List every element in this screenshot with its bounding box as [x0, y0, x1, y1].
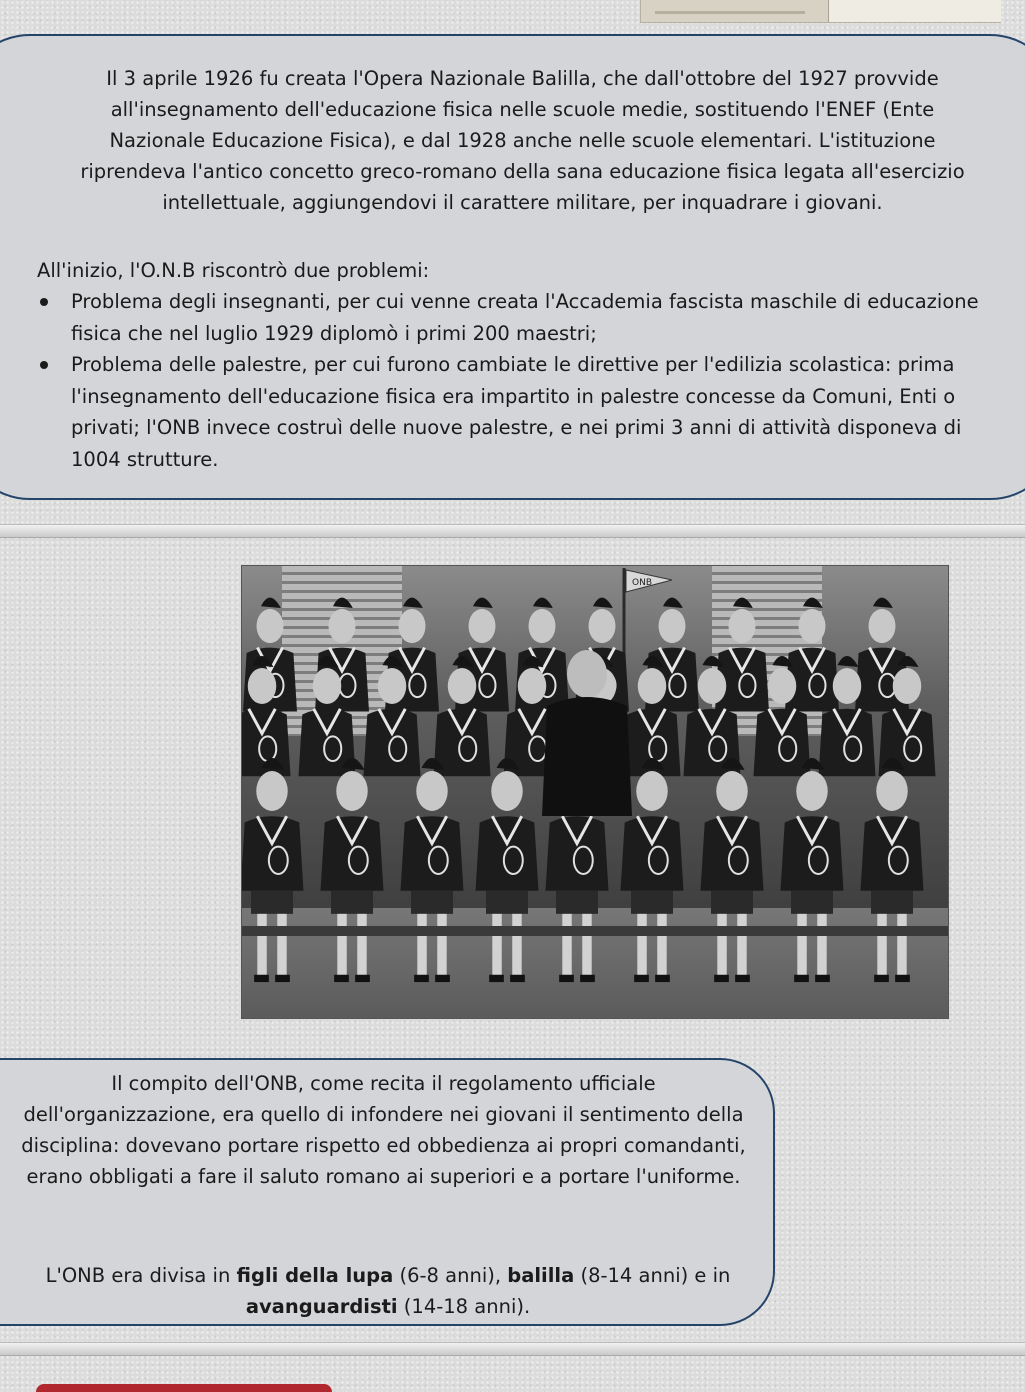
group-figli-della-lupa: figli della lupa	[236, 1264, 394, 1287]
child-figure	[401, 758, 464, 982]
problem-teachers: Problema degli insegnanti, per cui venne creata l'Accademia fascista maschile di educazione fisica che nel luglio 1929 diplomò i primi 200 maestri;	[71, 290, 979, 345]
bullet-icon	[40, 361, 48, 369]
previous-page-clipping	[640, 0, 1001, 23]
child-figure	[781, 758, 844, 982]
child-figure	[861, 758, 924, 982]
historic-group-photo	[242, 566, 948, 1018]
photo-figures	[242, 566, 948, 1018]
problems-lead: All'inizio, l'O.N.B riscontrò due problemi:	[37, 259, 430, 282]
clipping-text-line	[655, 11, 805, 14]
clipping-paper-edge	[828, 0, 1001, 22]
child-figure	[321, 758, 384, 982]
section-divider	[0, 1342, 1025, 1356]
child-figure	[701, 758, 764, 982]
child-figure	[242, 758, 304, 982]
problems-list	[37, 286, 997, 475]
intro-paragraph: Il 3 aprile 1926 fu creata l'Opera Nazionale Balilla, che dall'ottobre del 1927 provvide all'insegnamento dell'educazione fisica nelle scuole medie, sostituendo l'ENEF (Ente Nazionale Educazione Fisica), e dal 1928 anche nelle scuole elementari. L'istituzione riprendeva l'antico concetto greco-romano della sana educazione fisica legata all'esercizio intellettuale, aggiungendovi il carattere militare, per inquadrare i giovani.	[80, 67, 965, 214]
divisa-paragraph: L'ONB era divisa in figli della lupa (6-8 anni), balilla (8-14 anni) e in avanguardisti (14-18 anni).	[45, 1264, 731, 1318]
group-avanguardisti: avanguardisti	[245, 1295, 398, 1318]
child-figure	[476, 758, 539, 982]
list-item	[37, 349, 997, 475]
problem-gyms: Problema delle palestre, per cui furono cambiate le direttive per l'edilizia scolastica: prima l'insegnamento dell'educazione fisica era impartito in palestre concesse da Comuni, Enti o privati; l'ONB invece costruì delle nuove palestre, e nei primi 3 anni di attività disponeva di 1004 strutture.	[71, 353, 962, 471]
list-item	[37, 286, 997, 349]
pennant-label: ONB	[632, 578, 652, 588]
compito-paragraph: Il compito dell'ONB, come recita il regolamento ufficiale dell'organizzazione, era quello di infondere nei giovani il sentimento della disciplina: dovevano portare rispetto ed obbedienza ai propri comandanti, erano obbligati a fare il saluto romano ai superiori e a portare l'uniforme.	[21, 1072, 746, 1188]
bullet-icon	[40, 298, 48, 306]
section-divider	[0, 524, 1025, 538]
next-section-tab	[36, 1384, 332, 1392]
group-balilla: balilla	[507, 1264, 575, 1287]
